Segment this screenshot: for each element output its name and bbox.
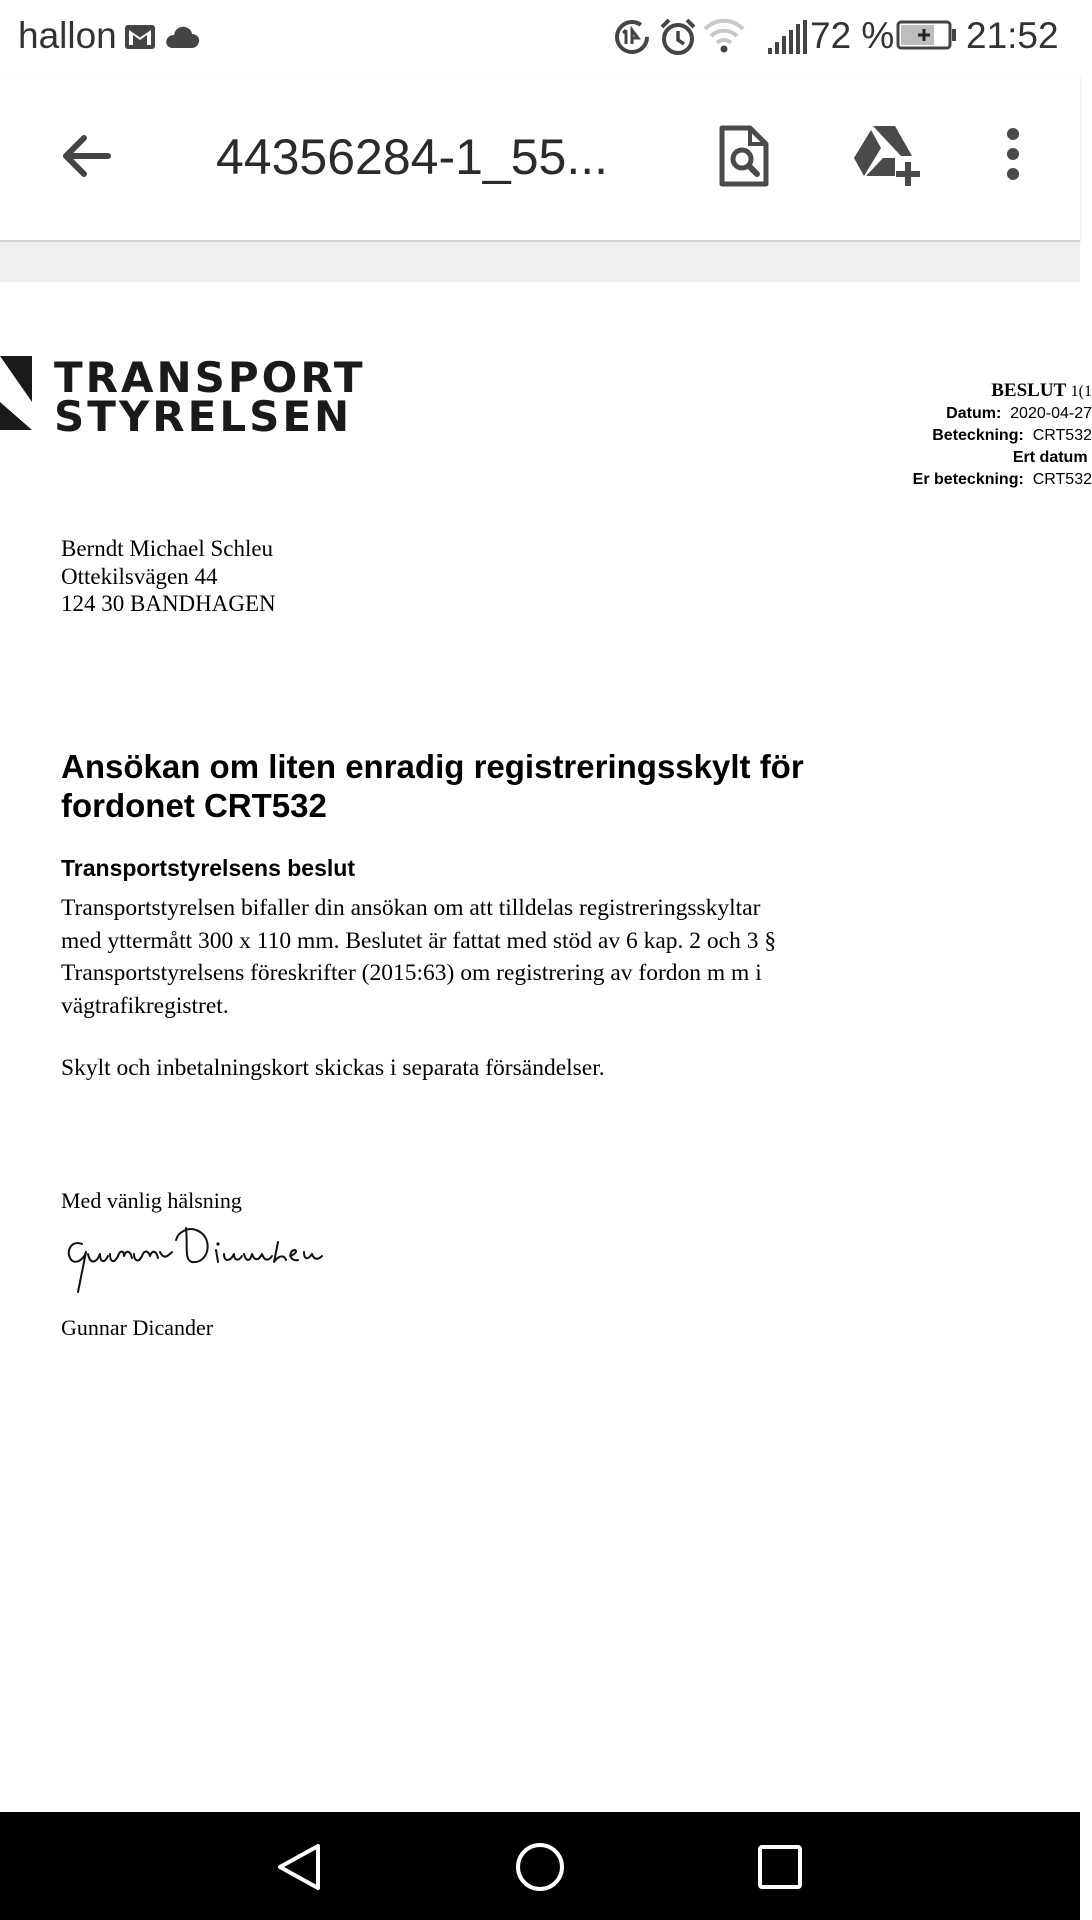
heading-line-1: Ansökan om liten enradig registreringsskylt för: [61, 748, 804, 785]
clock-time: 21:52: [966, 15, 1059, 56]
recipient-address: [61, 535, 276, 618]
recipient-postal: 124 30 BANDHAGEN: [61, 591, 276, 616]
logo-text-transport: TRANSPORT: [54, 353, 366, 402]
more-options-icon: [998, 126, 1028, 186]
datum-label: Datum:: [946, 405, 1002, 422]
status-bar: [0, 0, 1080, 74]
body-line: vägtrafikregistret.: [61, 992, 229, 1019]
decision-header: [991, 380, 1092, 402]
logo-text-styrelsen: STYRELSEN: [54, 392, 353, 441]
body-line: med yttermått 300 x 110 mm. Beslutet är fattat med stöd av 6 kap. 2 och 3 §: [61, 927, 777, 954]
er-beteckning-value: CRT532: [1032, 471, 1092, 488]
ert-datum-label: Ert datum: [1012, 449, 1088, 466]
nav-home-icon: [514, 1841, 566, 1893]
document-heading: [61, 747, 881, 825]
pdf-page[interactable]: [0, 282, 1092, 1812]
recipient-street: Ottekilsvägen 44: [61, 563, 218, 589]
nav-back-button[interactable]: [276, 1842, 324, 1897]
handwritten-signature: [60, 1216, 380, 1316]
nav-back-icon: [276, 1842, 324, 1892]
recipient-name: Berndt Michael Schleu: [61, 536, 274, 561]
datum-row: [946, 403, 1092, 425]
find-in-document-button[interactable]: [716, 124, 772, 193]
viewer-background: [0, 242, 1080, 282]
beteckning-label: Beteckning:: [932, 427, 1024, 444]
gmail-icon: [124, 24, 156, 55]
er-beteckning-row: [913, 469, 1092, 491]
ert-datum-row: [1013, 447, 1092, 469]
page-indicator: 1(1: [1070, 383, 1092, 400]
nav-recents-icon: [757, 1844, 803, 1890]
cloud-icon: [164, 24, 202, 55]
more-options-button[interactable]: [998, 126, 1028, 191]
document-title: 44356284-1_55...: [216, 129, 609, 185]
add-to-drive-button[interactable]: [852, 124, 922, 193]
nav-recents-button[interactable]: [757, 1844, 803, 1895]
beteckning-value: CRT532: [1032, 427, 1092, 444]
navigation-bar: [0, 1812, 1080, 1920]
signer-name: Gunnar Dicander: [61, 1315, 214, 1340]
find-in-document-icon: [716, 124, 772, 188]
app-bar: [0, 74, 1080, 242]
signal-icon: [768, 20, 808, 59]
carrier-name: hallon: [18, 15, 117, 56]
er-beteckning-label: Er beteckning:: [912, 471, 1024, 488]
datum-value: 2020-04-27: [1010, 405, 1092, 422]
back-arrow-icon: [56, 126, 116, 186]
battery-icon: [896, 20, 958, 55]
heading-line-2: fordonet CRT532: [61, 787, 327, 824]
back-button[interactable]: [56, 126, 116, 191]
decision-body: [61, 892, 891, 1022]
body-line: Transportstyrelsen bifaller din ansökan om att tilldelas registreringsskyltar: [61, 895, 761, 921]
battery-percent: 72 %: [810, 15, 895, 56]
nav-home-button[interactable]: [514, 1841, 566, 1898]
beslut-label: BESLUT: [991, 380, 1067, 401]
wifi-icon: [703, 17, 745, 60]
data-saver-icon: [612, 18, 652, 61]
logo-mark-icon: [0, 356, 32, 430]
closing-greeting: Med vänlig hälsning: [61, 1188, 242, 1213]
add-to-drive-icon: [852, 124, 922, 188]
beteckning-row: [932, 425, 1092, 447]
body-line: Transportstyrelsens föreskrifter (2015:63) om registrering av fordon m m i: [61, 960, 762, 986]
alarm-icon: [659, 17, 697, 62]
delivery-note: Skylt och inbetalningskort skickas i separata försändelser.: [61, 1055, 605, 1081]
decision-subheading: Transportstyrelsens beslut: [61, 855, 355, 881]
